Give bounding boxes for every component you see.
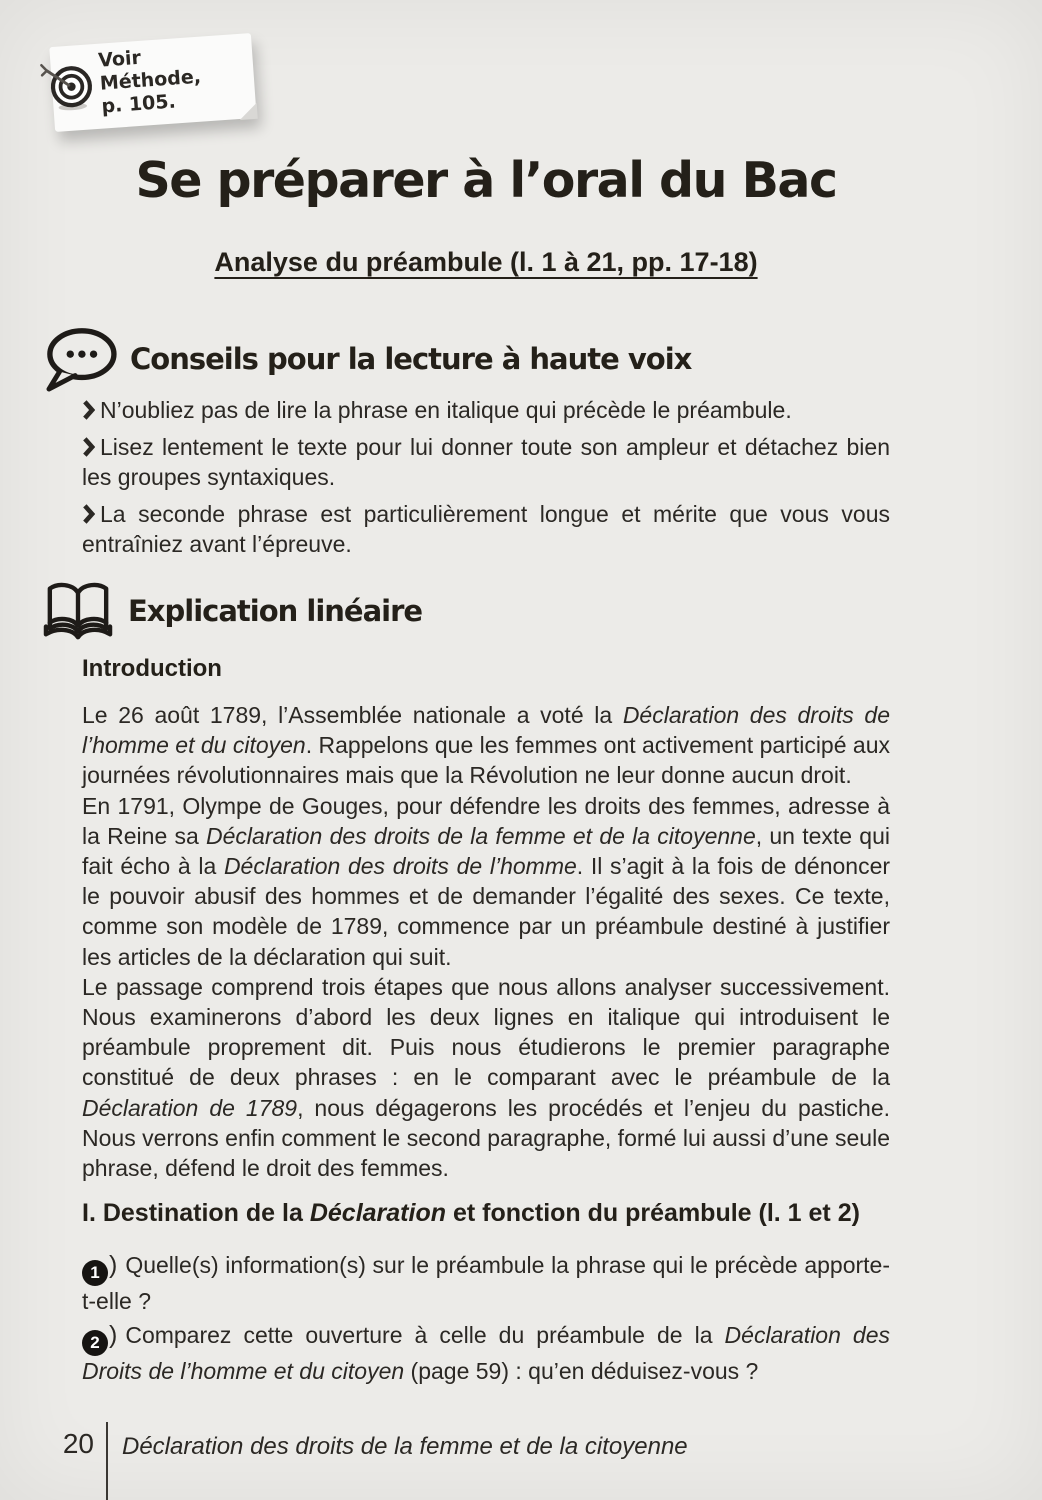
conseils-list [82, 395, 890, 566]
note-line1: Voir Méthode, [97, 46, 202, 95]
text-run: , nous dégagerons les procédés et l’enjeu du pastiche. Nous verrons enfin comment le second paragraphe, formé lui aussi d’une seule phrase, défend le droit des femmes. [82, 1094, 890, 1182]
text-run: I. Destination de la [82, 1199, 310, 1227]
introduction-heading: Introduction [82, 655, 222, 682]
page-subtitle [82, 247, 890, 278]
paragraph [82, 791, 890, 972]
section-conseils-header [40, 326, 691, 392]
footer-divider [106, 1422, 108, 1500]
dart-target-icon [38, 59, 97, 115]
question-number-paren: ) [109, 1321, 118, 1349]
page-subtitle-text: Analyse du préambule (l. 1 à 21, pp. 17-18) [214, 247, 758, 277]
text-run: (page 59) : qu’en déduisez-vous ? [404, 1357, 759, 1384]
paragraph [82, 972, 890, 1183]
bullet-text: N’oubliez pas de lire la phrase en italique qui précède le préambule. [100, 397, 792, 423]
section-conseils-title: Conseils pour la lecture à haute voix [130, 342, 692, 376]
list-item [82, 499, 890, 559]
chevron-right-icon [82, 400, 95, 420]
question-1-number-badge: 1 [82, 1260, 108, 1286]
paragraph [82, 700, 890, 791]
text-run: Le passage comprend trois étapes que nous allons analyser successivement. Nous examinerons d’abord les deux lignes en italique qui introduisent le préambule proprement dit. Puis nous étudierons le premier paragraphe constitué de deux phrases : en le comparant avec le préambule de la [82, 973, 890, 1091]
question-1-text: Quelle(s) information(s) sur le préambule la phrase qui le précède apporte-t-elle ? [82, 1252, 890, 1314]
text-run: . Il s’agit à la fois de dénoncer le pouvoir abusif des hommes et de demander l’égalité des sexes. Ce texte, comme son modèle de 1789, commence par un préambule destiné à justifier les articles de la déclaration qui suit. [82, 853, 891, 970]
question-2-text: Comparez cette ouverture à celle du préambule de la [125, 1322, 725, 1348]
italic-title-run: Déclaration des Droits de l’homme et du citoyen [82, 1322, 890, 1384]
footer-book-title: Déclaration des droits de la femme et de la citoyenne [122, 1433, 688, 1460]
section-explication-header [40, 577, 422, 645]
italic-title-run: Déclaration des droits de l’homme [223, 853, 577, 880]
open-book-icon [40, 577, 116, 645]
italic-title-run: Déclaration [309, 1199, 446, 1227]
chevron-right-icon [82, 437, 95, 457]
text-run: et fonction du préambule (l. 1 et 2) [446, 1199, 860, 1227]
italic-title-run: Déclaration de 1789 [82, 1094, 298, 1121]
part1-heading [82, 1199, 890, 1228]
question-2-number-badge: 2 [82, 1330, 108, 1356]
bullet-text: La seconde phrase est particulièrement longue et mérite que vous vous entraîniez avant l’épreuve. [82, 501, 890, 557]
section-explication-title: Explication linéaire [128, 594, 423, 628]
list-item [82, 432, 890, 492]
italic-title-run: Déclaration des droits de la femme et de la citoyenne [206, 822, 756, 849]
list-item [82, 395, 890, 425]
method-note-text [98, 40, 248, 119]
bullet-text: Lisez lentement le texte pour lui donner toute son ampleur et détachez bien les groupes syntaxiques. [82, 434, 890, 490]
method-sticky-note [49, 33, 256, 132]
text-run: , un texte qui fait écho à la [82, 822, 890, 880]
text-run: . Rappelons que les femmes ont activement participé aux journées révolutionnaires mais que la Révolution ne leur donne aucun droit. [82, 732, 890, 789]
chevron-right-icon [82, 504, 95, 524]
question-number-paren: ) [109, 1251, 118, 1279]
page-number: 20 [62, 1428, 94, 1459]
introduction-text [82, 700, 890, 1183]
question-2 [82, 1320, 890, 1387]
text-run: En 1791, Olympe de Gouges, pour défendre les droits des femmes, adresse à la Reine sa [82, 792, 890, 849]
page-title: Se préparer à l’oral du Bac [135, 152, 837, 209]
question-1 [82, 1250, 890, 1317]
note-line2: p. 105. [100, 90, 177, 118]
italic-title-run: Déclaration des droits de l’homme et du citoyen [82, 702, 890, 759]
speech-bubble-icon [40, 326, 118, 392]
text-run: Le 26 août 1789, l’Assemblée nationale a voté la [82, 702, 623, 728]
